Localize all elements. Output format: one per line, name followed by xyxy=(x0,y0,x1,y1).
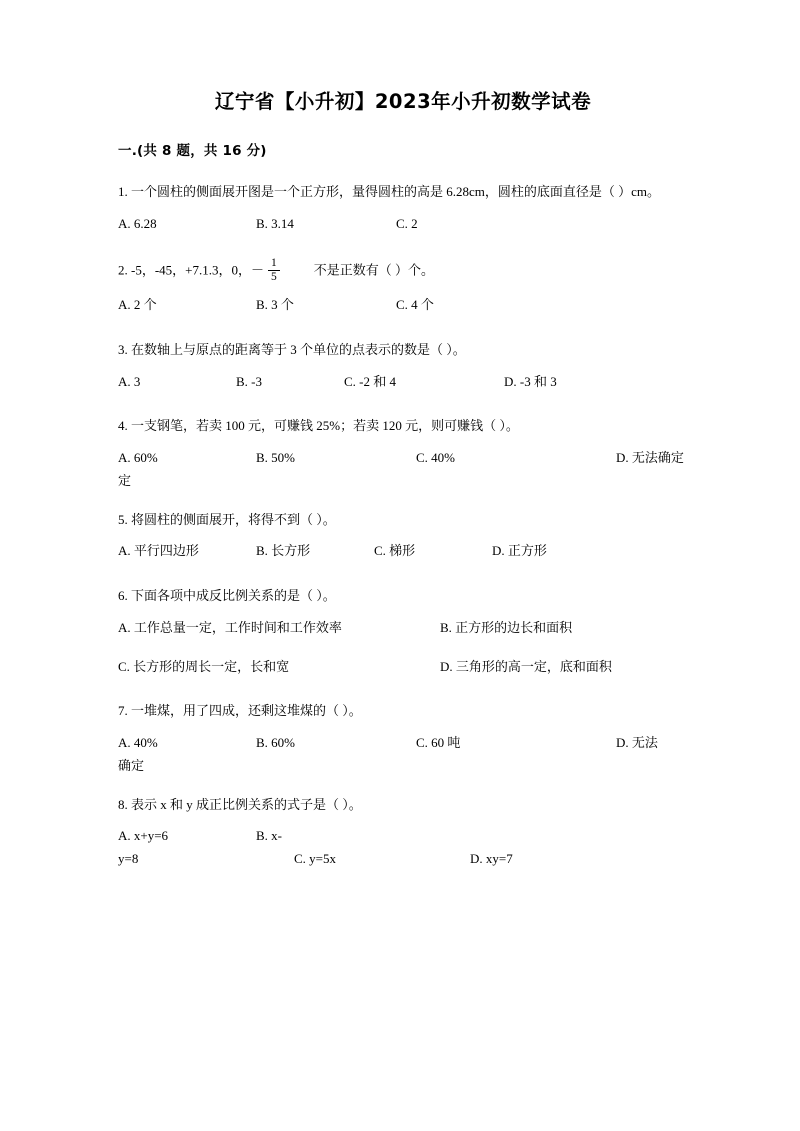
option-a[interactable]: A. x+y=6 xyxy=(118,828,169,844)
option-b[interactable]: B. 50% xyxy=(256,450,295,466)
question-3-text: 3. 在数轴上与原点的距离等于 3 个单位的点表示的数是（ ）。 xyxy=(118,341,466,357)
option-c[interactable]: C. -2 和 4 xyxy=(344,373,397,389)
option-d[interactable]: D. -3 和 3 xyxy=(504,373,557,389)
question-8-text: 8. 表示 x 和 y 成正比例关系的式子是（ ）。 xyxy=(118,796,362,812)
question-2-text xyxy=(118,258,688,285)
fraction-one-fifth xyxy=(268,257,280,284)
option-c[interactable]: C. y=5x xyxy=(294,851,337,867)
option-d[interactable]: D. xy=7 xyxy=(470,851,513,867)
question-1-text: 1. 一个圆柱的侧面展开图是一个正方形，量得圆柱的高是 6.28cm，圆柱的底面直径是（ ）cm。 xyxy=(118,184,661,200)
option-a[interactable]: A. 40% xyxy=(118,735,158,751)
question-3-options xyxy=(118,371,688,394)
option-c[interactable]: C. 4 个 xyxy=(396,297,434,313)
option-a[interactable]: A. 60% xyxy=(118,450,158,466)
option-c[interactable]: C. 60 吨 xyxy=(416,735,461,751)
option-d[interactable]: D. 无法确定 xyxy=(616,450,684,466)
question-2-text-before: 2. -5，-45，+7.1.3，0，－ xyxy=(118,262,264,278)
option-c[interactable]: C. 梯形 xyxy=(374,543,416,559)
question-8-options-row2 xyxy=(118,848,688,871)
question-6-text: 6. 下面各项中成反比例关系的是（ ）。 xyxy=(118,588,336,604)
option-c[interactable]: C. 长方形的周长一定，长和宽 xyxy=(118,658,290,674)
fraction-denominator: 5 xyxy=(268,270,280,284)
option-c[interactable]: C. 40% xyxy=(416,450,455,466)
option-c[interactable]: C. 2 xyxy=(396,216,418,232)
page-title: 辽宁省【小升初】2023年小升初数学试卷 xyxy=(214,90,592,113)
question-1-options xyxy=(118,213,688,236)
question-4-text: 4. 一支钢笔，若卖 100 元，可赚钱 25%；若卖 120 元，则可赚钱（ ）。 xyxy=(118,418,519,434)
option-b[interactable]: B. -3 xyxy=(236,373,262,389)
question-5-options xyxy=(118,540,688,563)
option-a[interactable]: A. 工作总量一定，工作时间和工作效率 xyxy=(118,619,342,635)
question-7-text: 7. 一堆煤，用了四成，还剩这堆煤的（ ）。 xyxy=(118,703,362,719)
fraction-numerator: 1 xyxy=(271,256,277,269)
option-d[interactable]: D. 无法 xyxy=(616,735,658,751)
question-5-text: 5. 将圆柱的侧面展开，将得不到（ ）。 xyxy=(118,511,336,527)
option-a[interactable]: A. 3 xyxy=(118,373,141,389)
option-a[interactable]: A. 2 个 xyxy=(118,297,157,313)
question-6-options-row2 xyxy=(118,656,688,679)
option-a[interactable]: A. 平行四边形 xyxy=(118,543,199,559)
question-6-options-row1 xyxy=(118,617,688,640)
option-a[interactable]: A. 6.28 xyxy=(118,216,157,232)
option-d-wrap: 定 xyxy=(118,472,132,488)
question-2-options xyxy=(118,294,688,317)
option-d[interactable]: D. 三角形的高一定，底和面积 xyxy=(440,658,612,674)
section-heading: 一.(共 8 题，共 16 分) xyxy=(118,143,267,160)
option-b[interactable]: B. 3 个 xyxy=(256,297,294,313)
option-b[interactable]: B. 3.14 xyxy=(256,216,294,232)
option-b[interactable]: B. 长方形 xyxy=(256,543,311,559)
question-4-options xyxy=(118,447,688,493)
question-2-text-after: 不是正数有（ ）个。 xyxy=(313,262,435,278)
option-b-wrap: y=8 xyxy=(118,851,139,867)
option-b[interactable]: B. 正方形的边长和面积 xyxy=(440,619,573,635)
option-d-wrap: 确定 xyxy=(118,757,145,773)
option-b[interactable]: B. 60% xyxy=(256,735,295,751)
question-8-options xyxy=(118,825,688,871)
question-7-options xyxy=(118,732,688,778)
option-b[interactable]: B. x- xyxy=(256,828,282,844)
option-d[interactable]: D. 正方形 xyxy=(492,543,547,559)
